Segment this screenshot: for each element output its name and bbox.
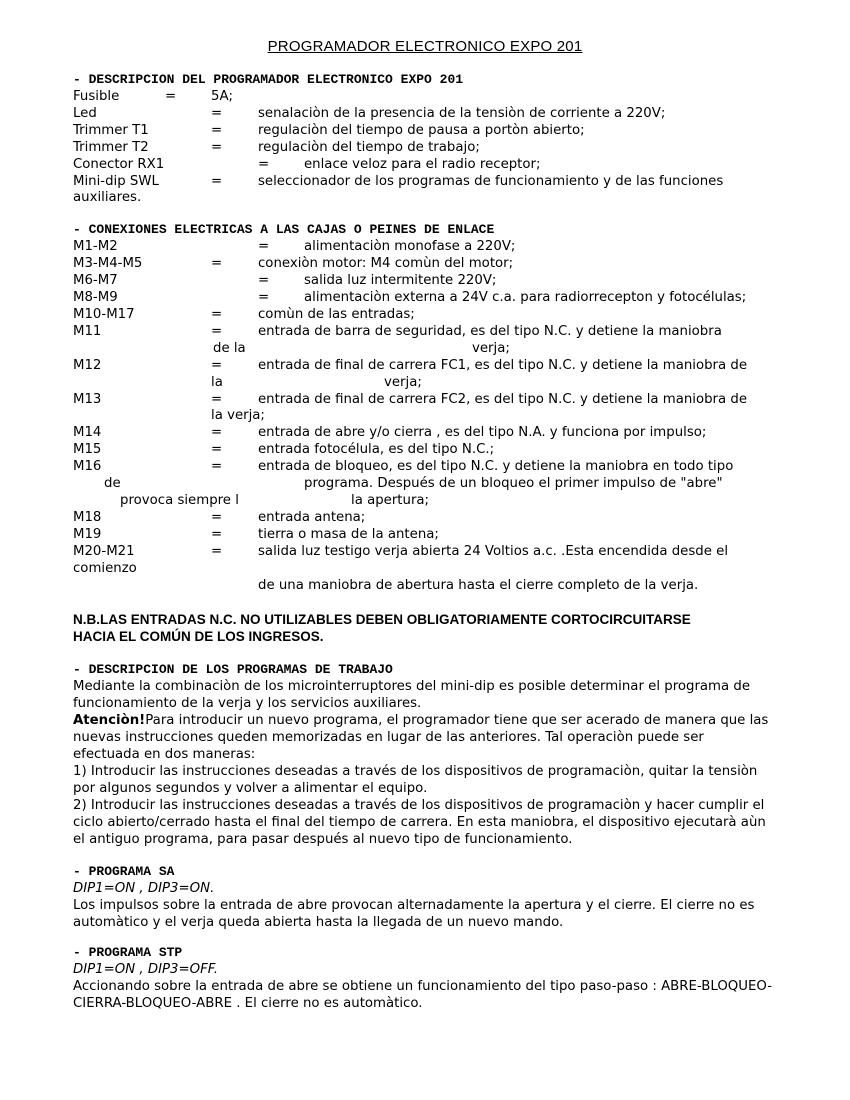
m16-cont-d: la apertura; bbox=[351, 493, 430, 508]
m14-equals: = bbox=[211, 425, 223, 440]
m3-m5-desc: conexiòn motor: M4 comùn del motor; bbox=[258, 256, 514, 271]
m16-cont-a: de bbox=[104, 476, 121, 491]
sa-dip-setting: DIP1=ON , DIP3=ON. bbox=[73, 881, 215, 896]
m1-m2-label: M1-M2 bbox=[73, 239, 118, 254]
m12-cont-a: la bbox=[211, 375, 223, 390]
led-label: Led bbox=[73, 106, 97, 121]
sa-description: Los impulsos sobre la entrada de abre provocan alternadamente la apertura y el cierre. El cierre no es automàtico y el verja queda abierta hasta la llegada de un nuevo mando. bbox=[73, 898, 755, 930]
fusible-label: Fusible bbox=[73, 89, 120, 104]
page-title: PROGRAMADOR ELECTRONICO EXPO 201 bbox=[267, 38, 583, 55]
m20-m21-desc: salida luz testigo verja abierta 24 Voltios a.c. .Esta encendida desde el bbox=[258, 544, 729, 559]
m12-desc: entrada de final de carrera FC1, es del tipo N.C. y detiene la maniobra de bbox=[258, 358, 748, 373]
fusible-equals: = bbox=[165, 89, 177, 104]
m19-label: M19 bbox=[73, 527, 102, 542]
m8-m9-desc: alimentaciòn externa a 24V c.a. para radiorrecepton y fotocélulas; bbox=[304, 290, 747, 305]
conector-rx1-label: Conector RX1 bbox=[73, 157, 165, 172]
m20-m21-label: M20-M21 bbox=[73, 544, 135, 559]
m10-m17-desc: comùn de las entradas; bbox=[258, 307, 415, 322]
trimmer-t1-desc: regulaciòn del tiempo de pausa a portòn abierto; bbox=[258, 123, 585, 138]
m18-equals: = bbox=[211, 510, 223, 525]
stp-description: Accionando sobre la entrada de abre se obtiene un funcionamiento del tipo paso-paso : ABRE-BLOQUEO-CIERRA-BLOQUEO-ABRE . El cierre no es automàtico. bbox=[73, 979, 773, 1011]
m14-label: M14 bbox=[73, 425, 102, 440]
m11-desc: entrada de barra de seguridad, es del tipo N.C. y detiene la maniobra bbox=[258, 324, 722, 339]
section-heading-programas: - DESCRIPCION DE LOS PROGRAMAS DE TRABAJO bbox=[73, 662, 393, 677]
minidip-swl-desc-cont: auxiliares. bbox=[73, 190, 142, 205]
m16-cont-c: provoca siempre l bbox=[120, 493, 239, 508]
m11-equals: = bbox=[211, 324, 223, 339]
m12-cont-b: verja; bbox=[384, 375, 422, 390]
section-heading-descripcion: - DESCRIPCION DEL PROGRAMADOR ELECTRONICO EXPO 201 bbox=[73, 72, 464, 87]
m13-desc: entrada de final de carrera FC2, es del tipo N.C. y detiene la maniobra de bbox=[258, 392, 748, 407]
section-heading-programa-stp: - PROGRAMA STP bbox=[73, 945, 183, 960]
m10-m17-label: M10-M17 bbox=[73, 307, 135, 322]
led-equals: = bbox=[211, 106, 223, 121]
m20-m21-cont-a: comienzo bbox=[73, 561, 137, 576]
led-desc: senalaciòn de la presencia de la tensiòn de corriente a 220V; bbox=[258, 106, 666, 121]
trimmer-t2-equals: = bbox=[211, 140, 223, 155]
m15-equals: = bbox=[211, 442, 223, 457]
m6-m7-desc: salida luz intermitente 220V; bbox=[304, 273, 497, 288]
section-heading-programa-sa: - PROGRAMA SA bbox=[73, 864, 175, 879]
m18-label: M18 bbox=[73, 510, 102, 525]
m14-desc: entrada de abre y/o cierra , es del tipo N.A. y funciona por impulso; bbox=[258, 425, 707, 440]
m15-label: M15 bbox=[73, 442, 102, 457]
m8-m9-label: M8-M9 bbox=[73, 290, 118, 305]
m3-m5-equals: = bbox=[211, 256, 223, 271]
stp-dip-setting: DIP1=ON , DIP3=OFF. bbox=[73, 962, 218, 977]
trimmer-t1-label: Trimmer T1 bbox=[73, 123, 149, 138]
m1-m2-equals: = bbox=[258, 239, 270, 254]
m3-m5-label: M3-M4-M5 bbox=[73, 256, 143, 271]
minidip-swl-equals: = bbox=[211, 174, 223, 189]
m20-m21-equals: = bbox=[211, 544, 223, 559]
m16-equals: = bbox=[211, 459, 223, 474]
m18-desc: entrada antena; bbox=[258, 510, 366, 525]
trimmer-t1-equals: = bbox=[211, 123, 223, 138]
m16-desc: entrada de bloqueo, es del tipo N.C. y detiene la maniobra en todo tipo bbox=[258, 459, 734, 474]
m20-m21-cont-b: de una maniobra de abertura hasta el cierre completo de la verja. bbox=[258, 578, 699, 593]
m13-cont: la verja; bbox=[211, 408, 265, 423]
m19-desc: tierra o masa de la antena; bbox=[258, 527, 439, 542]
minidip-swl-desc: seleccionador de los programas de funcionamiento y de las funciones bbox=[258, 174, 724, 189]
m12-label: M12 bbox=[73, 358, 102, 373]
trimmer-t2-label: Trimmer T2 bbox=[73, 140, 149, 155]
atencion-paragraph bbox=[73, 712, 773, 763]
instruction-item-2: 2) Introducir las instrucciones deseadas a través de los dispositivos de programaciòn y hacer cumplir el ciclo abierto/cerrado hasta el final del tiempo de carrera. En esta maniobra, el dispositivo ejecutarà aùn el antiguo programa, para pasar después al nuevo tipo de funcionamiento. bbox=[73, 798, 766, 847]
m11-cont-b: verja; bbox=[472, 341, 510, 356]
section-heading-conexiones: - CONEXIONES ELECTRICAS A LAS CAJAS O PEINES DE ENLACE bbox=[73, 222, 495, 237]
conector-rx1-desc: enlace veloz para el radio receptor; bbox=[304, 157, 541, 172]
nb-note-line1: N.B.LAS ENTRADAS N.C. NO UTILIZABLES DEBEN OBLIGATORIAMENTE CORTOCIRCUITARSE bbox=[73, 612, 691, 627]
fusible-value: 5A; bbox=[211, 89, 234, 104]
m16-cont-b: programa. Después de un bloqueo el primer impulso de "abre" bbox=[304, 476, 723, 491]
m8-m9-equals: = bbox=[258, 290, 270, 305]
m6-m7-label: M6-M7 bbox=[73, 273, 118, 288]
m13-label: M13 bbox=[73, 392, 102, 407]
instruction-item-1: 1) Introducir las instrucciones deseadas a través de los dispositivos de programaciòn, quitar la tensiòn por algunos segundos y volver a alimentar el equipo. bbox=[73, 764, 758, 796]
nb-note-line2: HACIA EL COMÚN DE LOS INGRESOS. bbox=[73, 629, 324, 644]
m11-label: M11 bbox=[73, 324, 102, 339]
m13-equals: = bbox=[211, 392, 223, 407]
m16-label: M16 bbox=[73, 459, 102, 474]
m11-cont-a: de la bbox=[213, 341, 246, 356]
m6-m7-equals: = bbox=[258, 273, 270, 288]
atencion-label: Atenciòn! bbox=[73, 713, 146, 728]
conector-rx1-equals: = bbox=[258, 157, 270, 172]
programas-intro: Mediante la combinaciòn de los microinterruptores del mini-dip es posible determinar el programa de funcionamiento de la verja y los servicios auxiliares. bbox=[73, 679, 751, 711]
trimmer-t2-desc: regulaciòn del tiempo de trabajo; bbox=[258, 140, 480, 155]
minidip-swl-label: Mini-dip SWL bbox=[73, 174, 159, 189]
atencion-text: Para introducir un nuevo programa, el programador tiene que ser acerado de manera que las nuevas instrucciones queden memorizadas en lugar de las anteriores. Tal operaciòn puede ser efectuada en dos maneras: bbox=[73, 713, 769, 762]
m1-m2-desc: alimentaciòn monofase a 220V; bbox=[304, 239, 516, 254]
m12-equals: = bbox=[211, 358, 223, 373]
m10-m17-equals: = bbox=[211, 307, 223, 322]
m19-equals: = bbox=[211, 527, 223, 542]
m15-desc: entrada fotocélula, es del tipo N.C.; bbox=[258, 442, 495, 457]
